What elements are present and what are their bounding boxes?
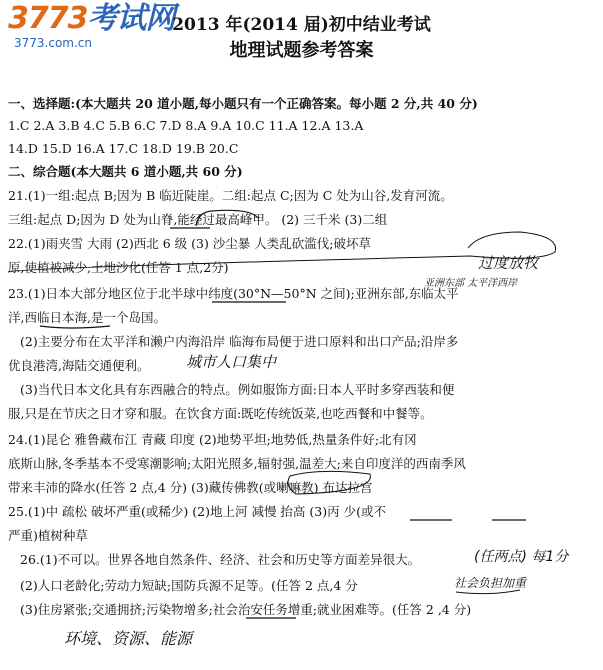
answer-line: 洋,西临日本海,是一个岛国。 [8, 310, 166, 325]
answer-line: (2)人口老龄化;劳动力短缺;国防兵源不足等。(任答 2 点,4 分 [20, 578, 358, 593]
handwritten-note: (任两点) 每1分 [474, 549, 569, 565]
answers-row-1: 1.C 2.A 3.B 4.C 5.B 6.C 7.D 8.A 9.A 10.C 11.A 12.A 13.A [8, 118, 364, 133]
answer-line: 25.(1)中 疏松 破坏严重(或稀少) (2)地上河 减慢 抬高 (3)丙 少(或不 [8, 504, 386, 519]
answer-line: 服,只是在节庆之日才穿和服。在饮食方面:既吃传统饭菜,也吃西餐和中餐等。 [8, 406, 433, 421]
answer-line: (2)主要分布在太平洋和濑户内海沿岸 临海布局便于进口原料和出口产品;沿岸多 [20, 334, 459, 349]
answer-line: (3)住房紧张;交通拥挤;污染物增多;社会治安任务增重;就业困难等。(任答 2 ,4 分) [20, 602, 472, 617]
answer-line: (3)当代日本文化具有东西融合的特点。例如服饰方面:日本人平时多穿西装和便 [20, 382, 455, 397]
answer-line: 优良港湾,海陆交通便利。 [8, 358, 150, 373]
page-title: 2013 年(2014 届)初中结业考试 [172, 15, 431, 35]
section1-heading: 一、选择题:(本大题共 20 道小题,每小题只有一个正确答案。每小题 2 分,共 40 分) [8, 96, 478, 111]
handwritten-note: 城市人口集中 [186, 353, 277, 371]
answer-line: 22.(1)雨夹雪 大雨 (2)西北 6 级 (3) 沙尘暴 人类乱砍滥伐;破坏草 [8, 236, 371, 251]
answer-line: 原,使植被减少,土地沙化(任答 1 点,2分) [8, 260, 229, 275]
handwritten-note: 社会负担加重 [454, 576, 527, 590]
section2-heading: 二、综合题(本大题共 6 道小题,共 60 分) [8, 164, 243, 179]
handwritten-note: 环境、资源、能源 [64, 629, 193, 648]
page-subtitle: 地理试题参考答案 [229, 40, 374, 61]
pen-underline [40, 326, 110, 328]
answer-line: 带来丰沛的降水(任答 2 点,4 分) (3)藏传佛教(或喇嘛教) 布达拉宫 [8, 480, 373, 495]
logo-number: 3773 [8, 1, 88, 36]
answer-line: 三组:起点 D;因为 D 处为山脊,能经过最高峰甲。 (2) 三千米 (3)二组 [8, 212, 388, 227]
handwritten-note: 过度放牧 [478, 254, 539, 272]
answer-line: 严重)植树种草 [8, 528, 88, 543]
answer-line: 26.(1)不可以。世界各地自然条件、经济、社会和历史等方面差异很大。 [20, 552, 421, 567]
answer-line: 23.(1)日本大部分地区位于北半球中纬度(30°N—50°N 之间);亚洲东部,东临太平 [8, 286, 459, 301]
logo-url: 3773.com.cn [14, 36, 92, 50]
logo-chinese: 考试网 [87, 1, 175, 36]
answer-line: 底斯山脉,冬季基本不受寒潮影响;太阳光照多,辐射强,温差大;来自印度洋的西南季风 [8, 456, 466, 471]
handwritten-note: 亚洲东部 太平洋西岸 [424, 278, 518, 289]
answers-row-2: 14.D 15.D 16.A 17.C 18.D 19.B 20.C [8, 141, 239, 156]
answer-line: 24.(1)昆仑 雅鲁藏布江 青藏 印度 (2)地势平坦;地势低,热量条件好;北有冈 [8, 432, 417, 447]
answer-line: 21.(1)一组:起点 B;因为 B 临近陡崖。二组:起点 C;因为 C 处为山谷,发育河流。 [8, 188, 453, 203]
